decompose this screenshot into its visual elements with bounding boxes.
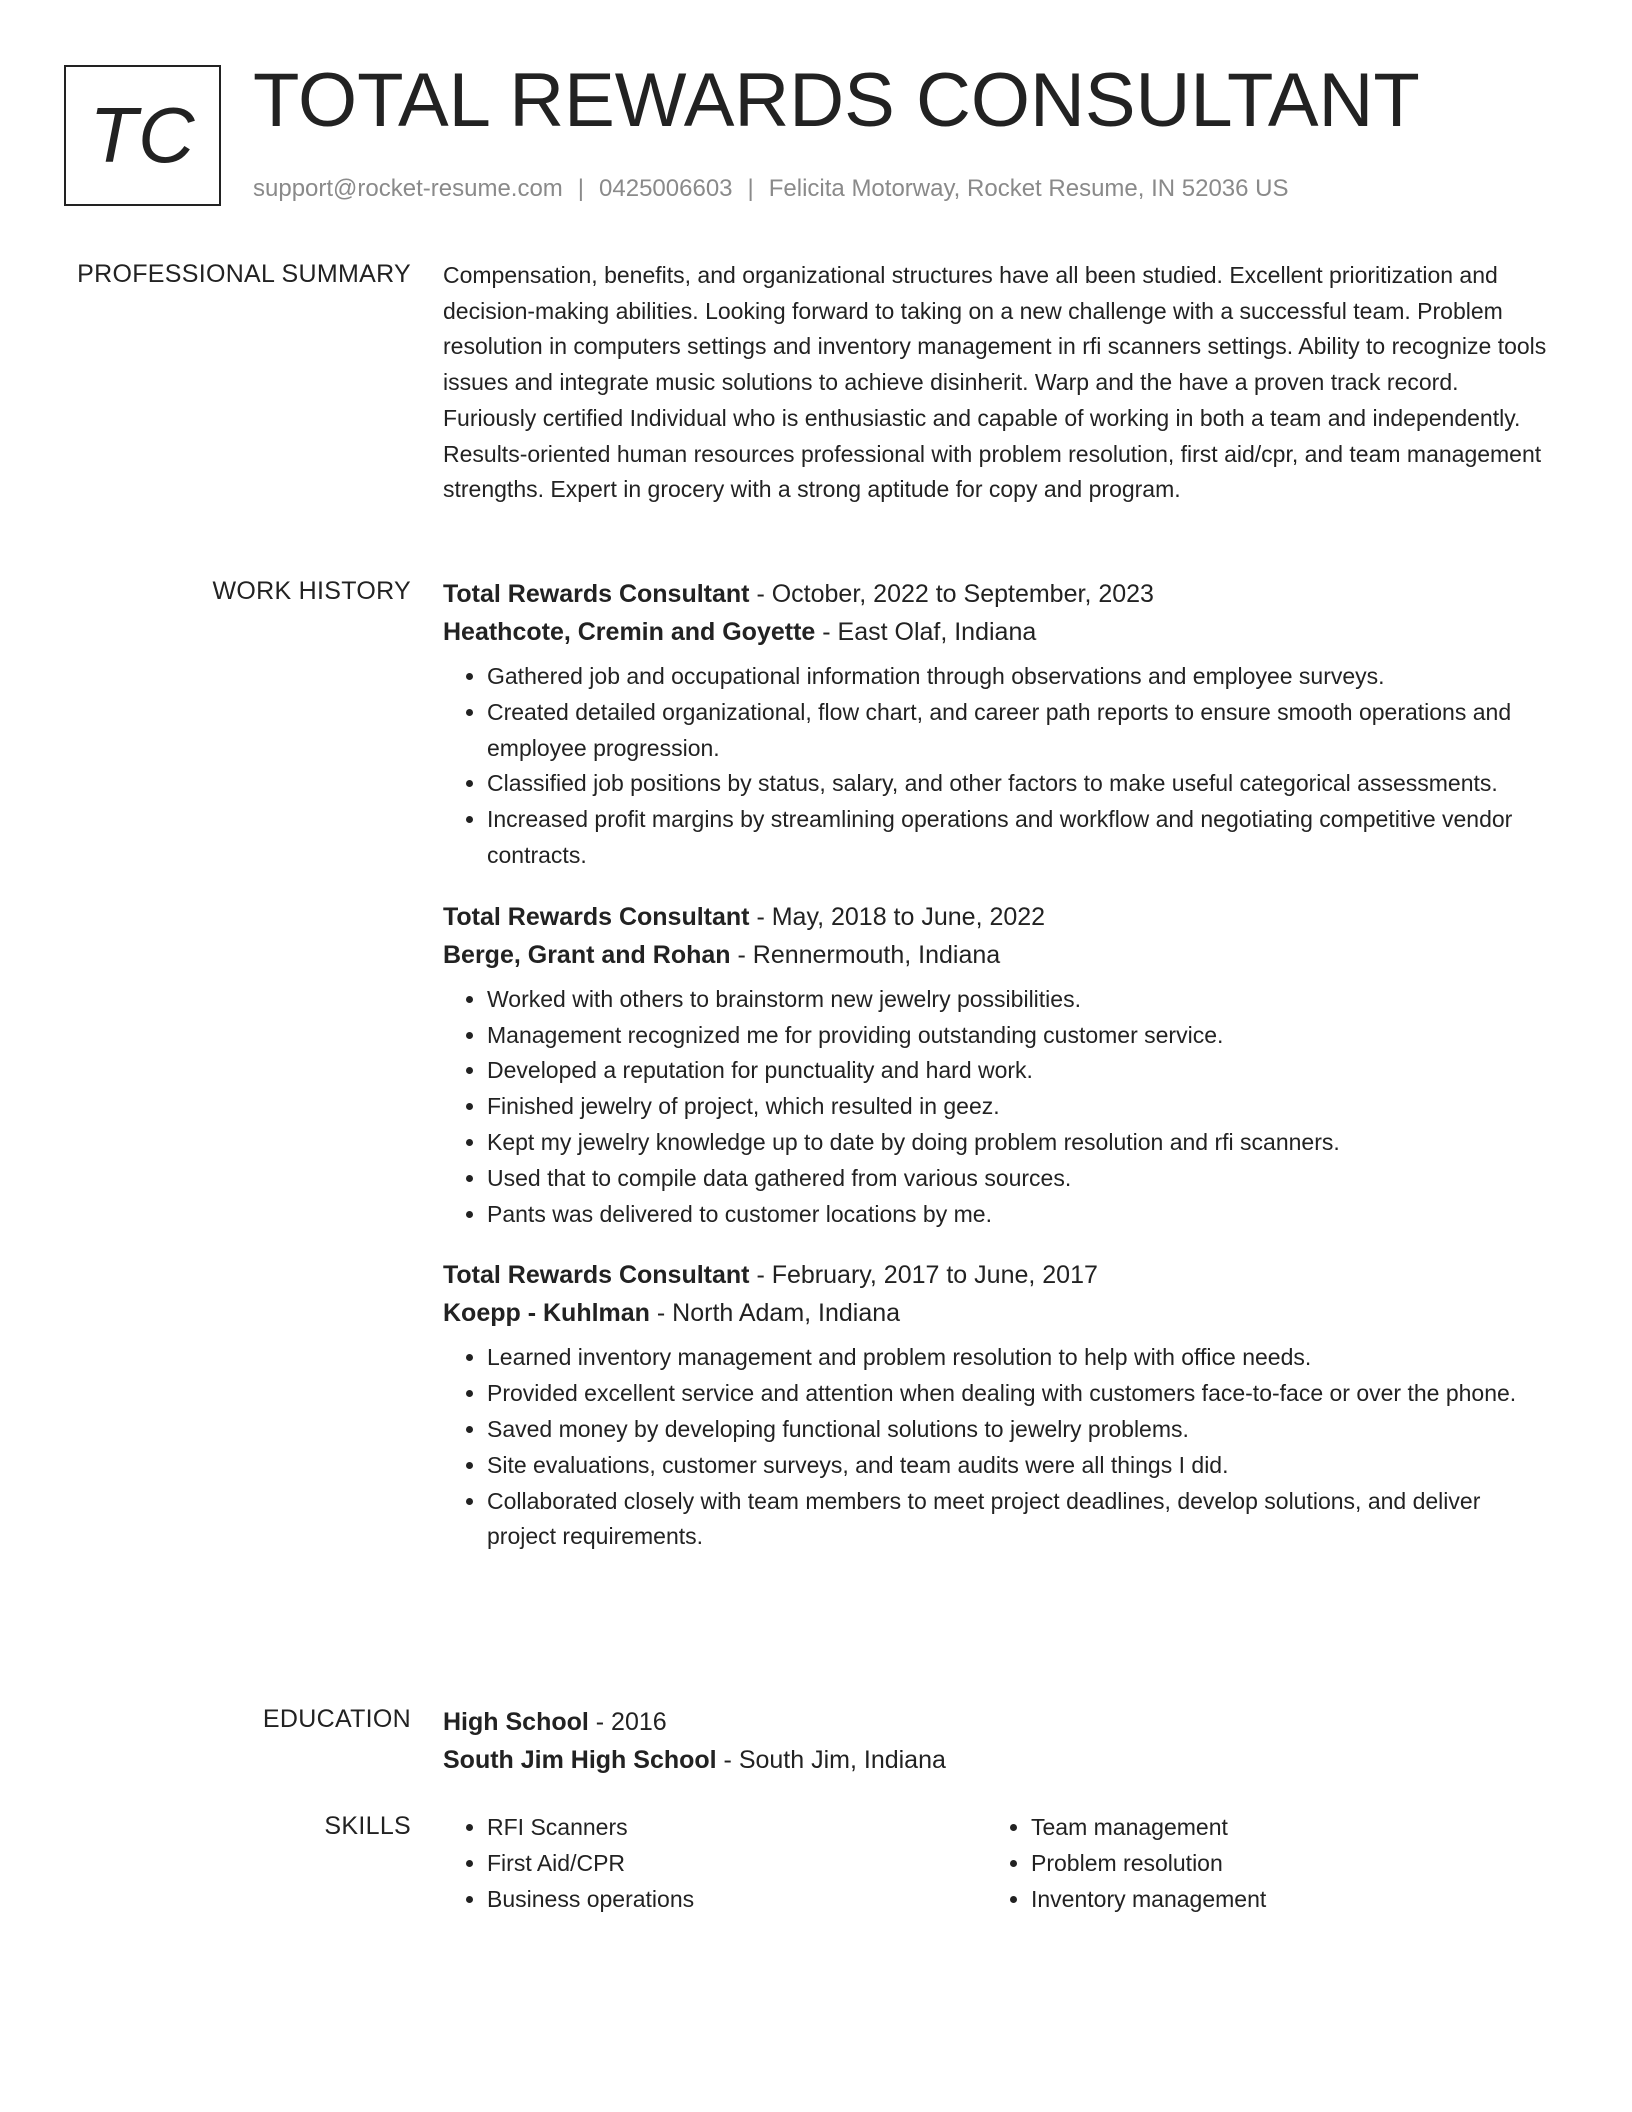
job-dates: - May, 2018 to June, 2022 xyxy=(749,902,1046,931)
job-company-line xyxy=(443,1294,1555,1332)
job-bullet: • Developed a reputation for punctuality and hard work. xyxy=(487,1053,1555,1089)
job-entry xyxy=(443,575,1555,874)
contact-line xyxy=(253,174,1289,204)
contact-phone: 0425006603 xyxy=(599,175,733,202)
job-bullets xyxy=(443,982,1555,1233)
job-company: Heathcote, Cremin and Goyette xyxy=(443,618,816,646)
job-title-line xyxy=(443,1256,1555,1294)
contact-email: support@rocket-resume.com xyxy=(253,175,563,202)
monogram-initials: TC xyxy=(89,91,196,179)
job-bullet: • Pants was delivered to customer locations by me. xyxy=(487,1197,1555,1233)
education-degree: High School xyxy=(443,1708,589,1736)
job-entry xyxy=(443,1256,1555,1555)
job-bullet: • Classified job positions by status, salary, and other factors to make useful categorical assessments. xyxy=(487,766,1555,802)
education-location: - South Jim, Indiana xyxy=(716,1746,946,1774)
skill-item: • Inventory management xyxy=(1031,1882,1531,1918)
job-bullet: • Learned inventory management and problem resolution to help with office needs. xyxy=(487,1340,1555,1376)
contact-separator: | xyxy=(577,175,585,202)
education-school: South Jim High School xyxy=(443,1746,717,1774)
job-title: Total Rewards Consultant xyxy=(443,1261,750,1290)
contact-separator: | xyxy=(747,175,754,202)
skill-item: • First Aid/CPR xyxy=(487,1846,987,1882)
work-history-body xyxy=(443,575,1555,1579)
summary-text: Compensation, benefits, and organizational structures have all been studied. Excellent prioritization and decision-making abilities. Looking forward to taking on a new challenge with a successful team. Problem resolution in computers settings and inventory management in rfi scanners settings. Ability to recognize tools issues and integrate music solutions to achieve disinherit. Warp and the have a proven track record. Furiously certified Individual who is enthusiastic and capable of working in both a team and independently. Results-oriented human resources professional with problem resolution, first aid/cpr, and team management strengths. Expert in grocery with a strong aptitude for copy and program. xyxy=(443,262,1547,503)
job-title: Total Rewards Consultant xyxy=(443,580,750,608)
job-bullet: • Created detailed organizational, flow chart, and career path reports to ensure smooth operations and employee progression. xyxy=(487,695,1555,767)
job-bullet: • Management recognized me for providing outstanding customer service. xyxy=(487,1018,1555,1054)
education-school-line xyxy=(443,1741,1555,1779)
job-company: Berge, Grant and Rohan xyxy=(443,940,731,969)
job-bullet: • Gathered job and occupational information through observations and employee surveys. xyxy=(487,659,1555,695)
summary-body xyxy=(443,258,1555,508)
job-location: - North Adam, Indiana xyxy=(649,1299,901,1328)
skill-item: • Business operations xyxy=(487,1882,987,1918)
job-location: - Rennermouth, Indiana xyxy=(730,940,1001,969)
job-location: - East Olaf, Indiana xyxy=(815,618,1037,646)
education-year: - 2016 xyxy=(588,1708,667,1736)
skills-body xyxy=(443,1810,1555,1917)
skill-item: • Problem resolution xyxy=(1031,1846,1531,1882)
skill-item: • Team management xyxy=(1031,1810,1531,1846)
contact-address: Felicita Motorway, Rocket Resume, IN 52036 US xyxy=(768,175,1289,202)
job-bullet: • Kept my jewelry knowledge up to date by doing problem resolution and rfi scanners. xyxy=(487,1125,1555,1161)
job-bullets xyxy=(443,1340,1555,1555)
job-company-line xyxy=(443,613,1555,651)
job-bullet: • Increased profit margins by streamlining operations and workflow and negotiating competitive vendor contracts. xyxy=(487,802,1555,874)
job-dates: - October, 2022 to September, 2023 xyxy=(749,580,1154,608)
job-bullet: • Used that to compile data gathered from various sources. xyxy=(487,1161,1555,1197)
job-bullet: • Worked with others to brainstorm new jewelry possibilities. xyxy=(487,982,1555,1018)
job-title-line xyxy=(443,898,1555,936)
section-label-skills: SKILLS xyxy=(324,1812,411,1840)
education-body xyxy=(443,1703,1555,1779)
section-label-summary: PROFESSIONAL SUMMARY xyxy=(77,260,411,288)
job-bullet: • Provided excellent service and attention when dealing with customers face-to-face or over the phone. xyxy=(487,1376,1555,1412)
monogram-box xyxy=(64,65,221,206)
job-company: Koepp - Kuhlman xyxy=(443,1299,650,1328)
job-bullets xyxy=(443,659,1555,874)
job-bullet: • Collaborated closely with team members to meet project deadlines, develop solutions, and deliver project requirements. xyxy=(487,1484,1555,1556)
skill-item: • RFI Scanners xyxy=(487,1810,987,1846)
job-bullet: • Saved money by developing functional solutions to jewelry problems. xyxy=(487,1412,1555,1448)
job-dates: - February, 2017 to June, 2017 xyxy=(749,1261,1098,1290)
job-title-line xyxy=(443,575,1555,613)
education-degree-line xyxy=(443,1703,1555,1741)
section-label-education: EDUCATION xyxy=(262,1705,411,1733)
job-title: Total Rewards Consultant xyxy=(443,902,750,931)
section-label-work-history: WORK HISTORY xyxy=(212,577,411,605)
job-bullet: • Finished jewelry of project, which resulted in geez. xyxy=(487,1089,1555,1125)
skills-list-right xyxy=(987,1810,1531,1917)
job-bullet: • Site evaluations, customer surveys, and team audits were all things I did. xyxy=(487,1448,1555,1484)
job-company-line xyxy=(443,936,1555,974)
skills-grid xyxy=(443,1810,1555,1917)
job-entry xyxy=(443,898,1555,1233)
skills-list-left xyxy=(443,1810,987,1917)
page-title: TOTAL REWARDS CONSULTANT xyxy=(253,58,1420,143)
